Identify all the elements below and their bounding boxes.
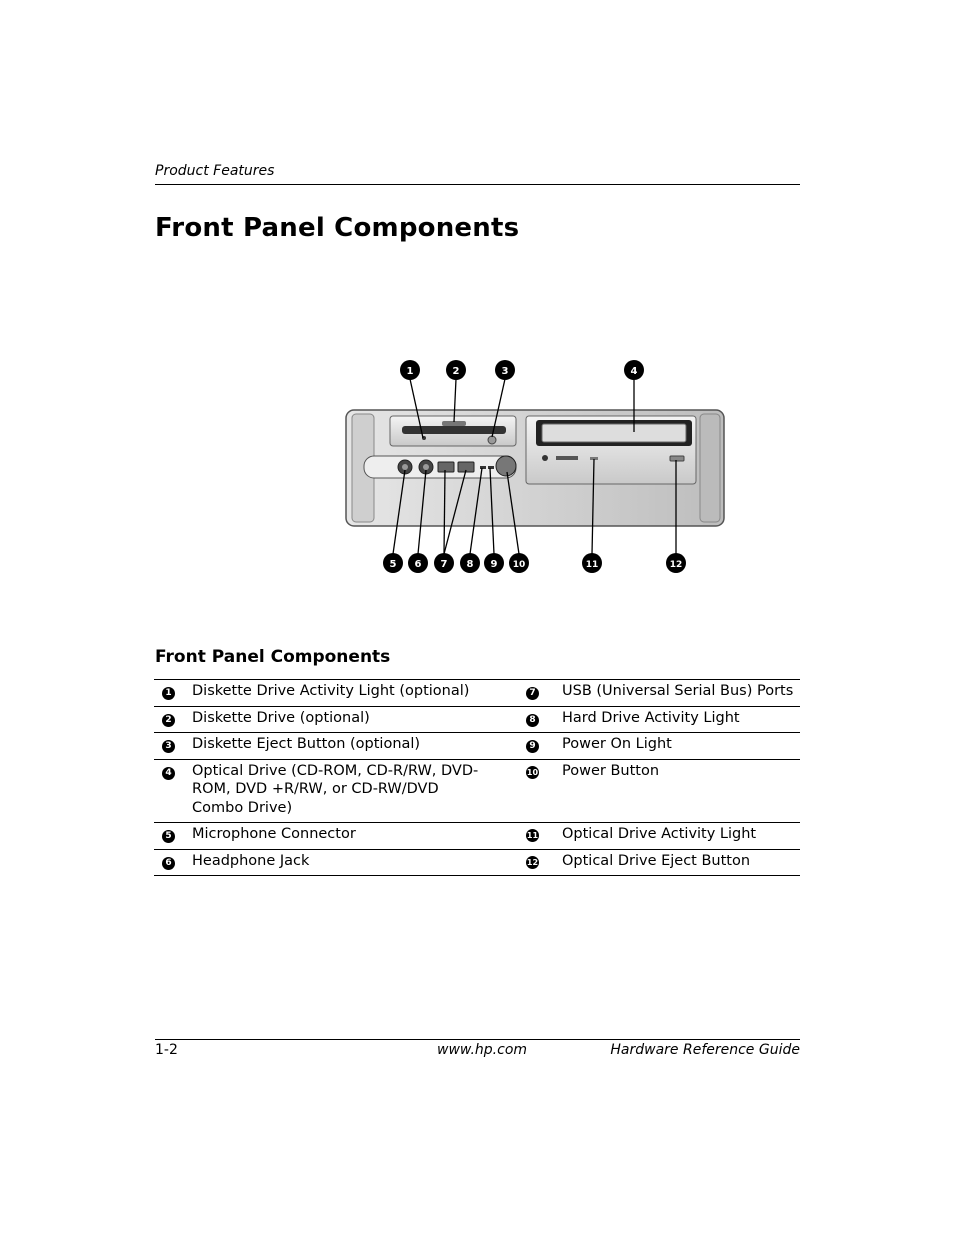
callout-11-label: 11 [585,560,599,570]
callout-2-label: 2 [452,366,460,377]
item-description: Diskette Drive (optional) [192,709,370,726]
item-description: Hard Drive Activity Light [562,709,740,726]
item-number-badge: 8 [526,714,539,727]
item-number-badge: 2 [162,714,175,727]
page-number: 1-2 [155,1042,178,1058]
header-divider [155,184,800,185]
guide-title: Hardware Reference Guide [610,1042,800,1058]
footer-divider [155,1039,800,1040]
item-number-badge: 1 [162,687,175,700]
table-row [154,849,800,876]
front-panel-illustration [330,352,750,582]
item-number-badge: 3 [162,740,175,753]
item-description: Optical Drive Activity Light [562,826,757,842]
item-description: Diskette Eject Button (optional) [192,736,421,752]
item-number-badge: 4 [162,767,175,780]
item-number-badge: 9 [526,740,539,753]
callout-8-label: 8 [466,559,474,570]
item-description: Headphone Jack [192,852,310,869]
item-description: Optical Drive (CD-ROM, CD-R/RW, DVD-ROM, DVD +R/RW, or CD-RW/DVD Combo Drive) [192,762,479,816]
item-number-badge: 12 [526,857,539,867]
item-number-badge: 6 [162,857,175,870]
page-title: Front Panel Components [155,213,520,243]
item-description: Power Button [562,762,660,779]
table-caption: Front Panel Components [155,647,391,667]
callout-6-label: 6 [414,559,422,570]
callout-3-label: 3 [501,366,509,377]
footer-url[interactable]: www.hp.com [437,1042,528,1058]
components-table [154,679,800,876]
item-description: Power On Light [562,736,672,752]
item-number-badge: 10 [526,767,539,777]
callout-10-label: 10 [512,560,526,570]
table-row [154,706,800,733]
table-row [154,733,800,760]
callout-7-label: 7 [440,559,448,570]
table-row [154,680,800,707]
callout-4-label: 4 [630,366,638,377]
item-description: Microphone Connector [192,826,356,842]
item-description: USB (Universal Serial Bus) Ports [562,683,794,699]
item-description: Diskette Drive Activity Light (optional) [192,683,470,699]
callout-9-label: 9 [490,559,498,570]
item-number-badge: 5 [162,830,175,843]
table-row [154,823,800,850]
item-number-badge: 7 [526,687,539,700]
table-row [154,759,800,823]
running-header: Product Features [155,163,275,179]
item-number-badge: 11 [526,831,539,840]
callout-1-label: 1 [406,366,414,377]
item-description: Optical Drive Eject Button [562,852,751,869]
callout-5-label: 5 [389,559,397,570]
callout-12-label: 12 [669,560,683,570]
